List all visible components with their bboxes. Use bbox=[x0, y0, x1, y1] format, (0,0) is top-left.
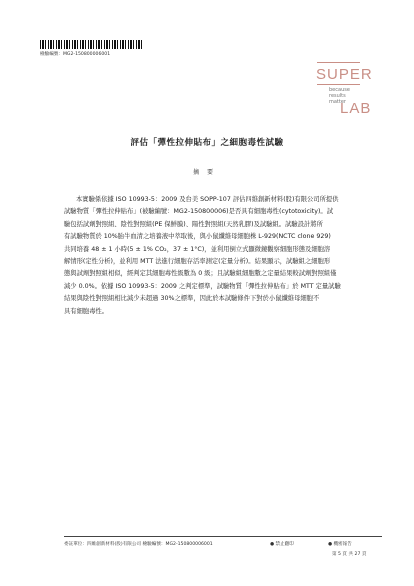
body-line: 驗包括試劑對照組、陰性對照組(PE 保鮮膜)、陽性對照組(天然乳膠)及試驗組。試驗設計將所 bbox=[64, 220, 323, 228]
footer-no-copy-notice: ● 禁止翻印 bbox=[270, 542, 294, 547]
logo-word-super: SUPER bbox=[316, 66, 373, 83]
body-line: 本實驗係依據 ISO 10993-5：2009 及台美 SOPP-107 評估四維創新材料(股)有限公司所提供 bbox=[76, 196, 339, 203]
footer-confidential-notice: ● 機密報告 bbox=[328, 542, 352, 547]
abstract-body bbox=[64, 194, 384, 318]
footer-divider bbox=[64, 536, 382, 537]
logo-tag-2: results bbox=[329, 93, 346, 99]
body-line: 解情形(定性分析)，並利用 MTT 法進行細胞存活率測定(定量分析)。結果顯示，試驗組之細胞形 bbox=[64, 257, 331, 265]
superlab-logo bbox=[312, 62, 382, 122]
logo-tag-3: matter bbox=[329, 99, 346, 105]
report-number: 檢驗編號：MG2-150800006001 bbox=[40, 52, 111, 57]
body-line: 有試驗物質於 10%胎牛血清之培養液中萃取後，與小鼠纖維母細胞株 L-929(NCTC clone 929) bbox=[64, 233, 331, 241]
footer-client-info: 委託單位：四維創新材料(股)有限公司 檢驗編號：MG2-150800006001 bbox=[64, 542, 213, 547]
barcode bbox=[40, 40, 142, 49]
logo-tag-1: because bbox=[329, 87, 350, 93]
section-heading: 摘要 bbox=[192, 169, 221, 176]
body-line: 具有細胞毒性。 bbox=[64, 307, 109, 315]
body-line: 態與試劑對照組相似，經判定其細胞毒性級數為 0 級；且試驗組細胞數之定量結果較試劑對照組僅 bbox=[64, 270, 337, 278]
body-line: 試驗物質「彈性拉伸貼布」(被驗編號：MG2-150800006)是否具有細胞毒性(cytotoxicity)。試 bbox=[64, 208, 334, 216]
body-line: 共同培養 48 ± 1 小時(5 ± 1% CO₂，37 ± 1°C)，並利用倒立式顯微鏡觀察細胞形態及細胞溶 bbox=[64, 245, 331, 253]
logo-word-lab: LAB bbox=[340, 100, 372, 117]
page-number: 第 5 頁 共 27 頁 bbox=[332, 552, 367, 557]
document-title: 評估「彈性拉伸貼布」之細胞毒性試驗 bbox=[130, 138, 284, 148]
body-line: 減少 0.0%。依據 ISO 10993-5：2009 之判定標準，試驗物質「彈性拉伸貼布」於 MTT 定量試驗 bbox=[64, 282, 341, 290]
body-line: 結果與陰性對照組相比減少未超過 30%之標準，因此於本試驗條件下對於小鼠纖維母細胞不 bbox=[64, 295, 320, 303]
